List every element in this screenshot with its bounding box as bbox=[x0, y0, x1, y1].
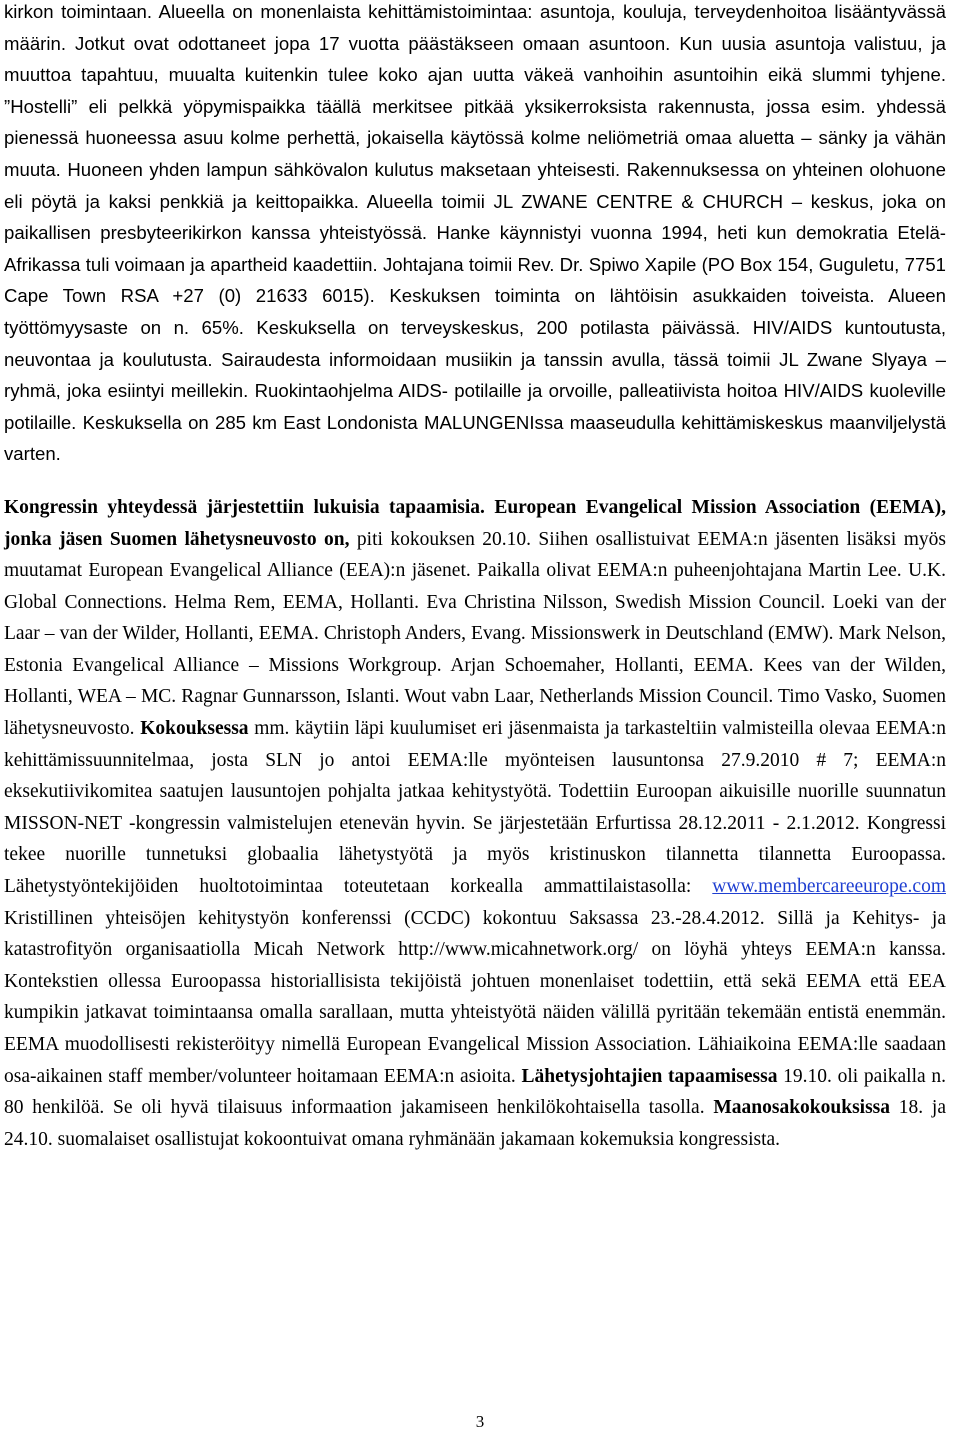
bold-term-maanosakokouksissa: Maanosakokouksissa bbox=[713, 1097, 891, 1119]
section-heading: Kongressin yhteydessä järjestettiin lukuisia tapaamisia. European Evangelical Mission Association (EEMA), jonka jäsen Suomen lähetysneuvosto on, bbox=[4, 496, 946, 550]
body-text: Kristillinen yhteisöjen kehitystyön konferenssi (CCDC) kokontuu Saksassa 23.-28.4.2012. Sillä ja Kehitys- ja katastrofityön organisaatiolla Micah Network http://www.micahnetwork.org/ on löyhä yhteys EEMA:n kanssa. Kontekstien ollessa Euroopassa historiallisista tekijöistä johtuen monenlaiset todettiin, että sekä EEMA että EEA kumpikin jatkavat toimintaansa omalla sarallaan, mutta yhteistyötä näiden välillä pyritään tekemään entistä enemmän. EEMA muodollisesti rekisteröityy nimellä European Evangelical Mission Association. Lähiaikoina EEMA:lle saadaan osa-aikainen staff member/volunteer hoitamaan EEMA:n asioita. bbox=[4, 907, 946, 1087]
body-text: 18. ja 24.10. suomalaiset osallistujat kokoontuivat omana ryhmänään jakamaan kokemuksia kongressista. bbox=[4, 1097, 946, 1150]
bold-term-lahetysjohtajien: Lähetysjohtajien tapaamisessa bbox=[521, 1065, 778, 1087]
body-text: mm. käytiin läpi kuulumiset eri jäsenmaista ja tarkasteltiin valmisteilla olevaa EEMA:n kehittämissuunnitelmaa, josta SLN jo antoi EEMA:lle myönteisen lausuntonsa 27.9.2010 # 7; EEMA:n eksekutiivikomitea saatujen lausuntojen pohjalta jatkaa kehitystyötä. Todettiin Euroopan aikuisille nuorille suunnatun MISSON-NET -kongressin valmistelujen etenevän hyvin. Se järjestetään Erfurtissa 28.12.2011 - 2.1.2012. Kongressi tekee nuorille tunnetuksi globaalia lähetystyötä ja myös kristinuskon tilannetta tilannetta Euroopassa. Lähetystyöntekijöiden huoltotoimintaa toteutetaan korkealla ammattilaistasolla: bbox=[4, 718, 946, 898]
bold-term-kokouksessa: Kokouksessa bbox=[140, 718, 249, 740]
body-text: 19.10. oli paikalla n. 80 henkilöä. Se oli hyvä tilaisuus informaation jakamiseen henkilökohtaisella tasolla. bbox=[4, 1065, 946, 1119]
page-number: 3 bbox=[475, 1412, 485, 1431]
membercare-link[interactable]: www.membercareeurope.com bbox=[712, 876, 946, 898]
paragraph-congress-meetings bbox=[4, 492, 946, 1155]
paragraph-centre-description: kirkon toimintaan. Alueella on monenlaista kehittämistoimintaa: asuntoja, kouluja, terveydenhoitoa lisääntyvässä määrin. Jotkut ovat odottaneet jopa 17 vuotta päästäkseen omaan asuntoon. Kun uusia asuntoja valistuu, ja muuttoa tapahtuu, muualta kuitenkin tulee koko ajan uutta väkeä vanhoihin asuntoihin eikä slummi tyhjene. ”Hostelli” eli pelkkä yöpymispaikka täällä merkitsee pitkää yksikerroksista rakennusta, jossa esim. yhdessä pienessä huoneessa asuu kolme perhettä, jokaisella käytössä kolme neliömetriä omaa aluetta – sänky ja vähän muuta. Huoneen yhden lampun sähkövalon kulutus maksetaan yhteisesti. Rakennuksessa on yhteinen olohuone eli pöytä ja kaksi penkkiä ja keittopaikka. Alueella toimii JL ZWANE CENTRE & CHURCH – keskus, joka on paikallisen presbyteerikirkon kanssa yhteistyössä. Hanke käynnistyi vuonna 1994, heti kun demokratia Etelä-Afrikassa tuli voimaan ja apartheid kaadettiin. Johtajana toimii Rev. Dr. Spiwo Xapile (PO Box 154, Guguletu, 7751 Cape Town RSA +27 (0) 21633 6015). Keskuksen toiminta on lähtöisin asukkaiden toiveista. Alueen työttömyysaste on n. 65%. Keskuksella on terveyskeskus, 200 potilasta päivässä. HIV/AIDS kuntoutusta, neuvontaa ja koulutusta. Sairaudesta informoidaan musiikin ja tanssin avulla, tässä toimii JL Zwane Slyaya –ryhmä, joka esiintyi meillekin. Ruokintaohjelma AIDS- potilaille ja orvoille, palleatiivista hoitoa HIV/AIDS kuoleville potilaille. Keskuksella on 285 km East Londonista MALUNGENIssa maaseudulla kehittämiskeskus maanviljelystä varten. bbox=[4, 1, 946, 465]
body-text: piti kokouksen 20.10. Siihen osallistuivat EEMA:n jäsenten lisäksi myös muutamat European Evangelical Alliance (EEA):n jäsenet. Paikalla olivat EEMA:n puheenjohtajana Martin Lee. U.K. Global Connections. Helma Rem, EEMA, Hollanti. Eva Christina Nilsson, Swedish Mission Council. Loeki van der Laar – van der Wilder, Hollanti, EEMA. Christoph Anders, Evang. Missionswerk in Deutschland (EMW). Mark Nelson, Estonia Evangelical Alliance – Missions Workgroup. Arjan Schoemaher, Hollanti, EEMA. Kees van der Wilden, Hollanti, WEA – MC. Ragnar Gunnarsson, Islanti. Wout vabn Laar, Netherlands Mission Council. Timo Vasko, Suomen lähetysneuvosto. bbox=[4, 528, 946, 740]
document-page bbox=[4, 0, 946, 1155]
